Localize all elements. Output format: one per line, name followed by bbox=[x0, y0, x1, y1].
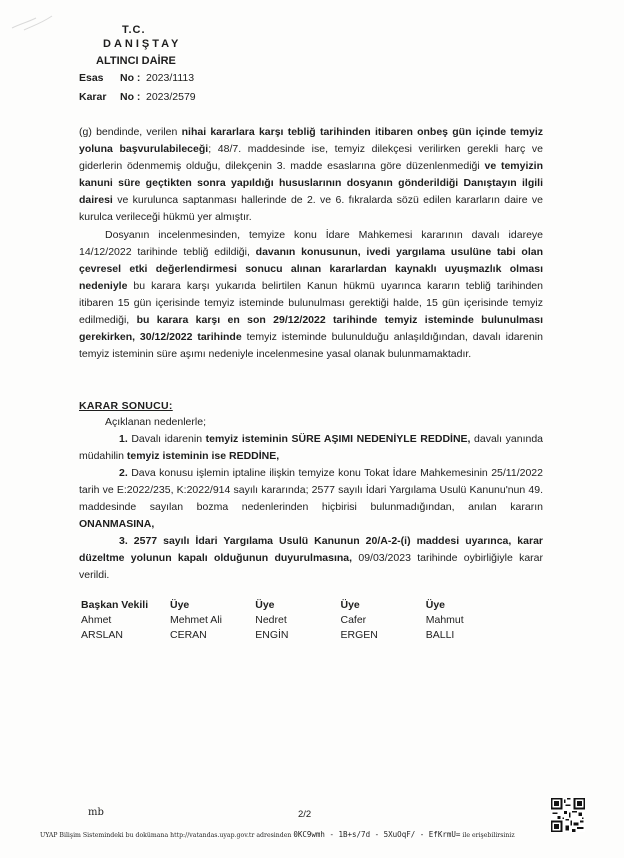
footer-note-suffix: ile erişebilirsiniz bbox=[462, 832, 515, 839]
signatory-first-name: Mahmut bbox=[425, 614, 464, 626]
p1-text-3: ve kurulunca saptanması hallerinde de 2. ve 6. fıkralarda sözü edilen kararların daire ve kurulca verileceği hükmü yer almıştır. bbox=[79, 194, 543, 223]
decision-item-3 bbox=[79, 533, 543, 584]
footer-verification-line bbox=[40, 830, 548, 839]
item2-number: 2. bbox=[119, 467, 128, 479]
scan-artifact-mark bbox=[10, 12, 56, 34]
karar-no-label: No : bbox=[120, 91, 141, 103]
p1-text-1: (g) bendinde, verilen bbox=[79, 126, 182, 138]
karar-number: 2023/2579 bbox=[146, 91, 196, 103]
signatory-first-name: Mehmet Ali bbox=[170, 614, 222, 626]
p1-text-2: ; 48/7. maddesinde ise, temyiz dilekçesi verilirken gerekli harç ve giderlerin ödenmemiş olduğu, dilekçenin 3. madde esaslarına göre düzenlenmediği bbox=[79, 143, 543, 172]
p1-bold-2: ve temyizin kanuni süre geçtikten sonra yapıldığı hususlarının dosyanın gönderildiği Danıştayın ilgili dairesi bbox=[79, 160, 543, 206]
item2-text-1: Dava konusu işlemin iptaline ilişkin temyize konu Tokat İdare Mahkemesinin 25/11/2022 tarih ve E:2022/235, K:2022/914 sayılı kararında; 2577 sayılı İdari Yargılama Usulü Kanunu'nun 49. maddesinde sayılan bozma nedenlerinden hiçbirisi bulunmadığından, anılan kararın bbox=[79, 467, 543, 513]
p1-bold-1: nihai kararlara karşı tebliğ tarihinden itibaren onbeş gün içinde temyiz yoluna başvurulabileceği bbox=[79, 126, 543, 155]
p2-bold-1: davanın konusunun, ivedi yargılama usulüne tabi olan çevresel etki değerlendirmesi sonucu alınan kararlardan kaynaklı uyuşmazlık olması nedeniyle bbox=[79, 246, 543, 292]
signatory-title: Üye bbox=[255, 599, 275, 611]
signatory-last-name: CERAN bbox=[170, 629, 207, 641]
page-number: 2/2 bbox=[298, 809, 312, 820]
decision-intro: Açıklanan nedenlerle; bbox=[105, 416, 206, 428]
signatory-title: Üye bbox=[170, 599, 190, 611]
signatory-title: Başkan Vekili bbox=[81, 599, 149, 611]
p2-text-3: temyiz isteminde bulunulduğu anlaşıldığından, davalı idarenin temyiz isteminin süre aşımı nedeniyle incelenmesine yasal olanak bulunmamaktadır. bbox=[79, 331, 543, 360]
decision-item-2 bbox=[79, 465, 543, 533]
body-paragraph-1 bbox=[79, 124, 543, 226]
esas-no-label: No : bbox=[120, 72, 141, 84]
esas-label: Esas bbox=[79, 72, 104, 84]
signatory-last-name: ERGEN bbox=[340, 629, 378, 641]
header-esas-row bbox=[79, 72, 194, 85]
item1-text-1: Davalı idarenin bbox=[127, 433, 206, 445]
header-country: T.C. bbox=[122, 24, 146, 36]
signature-titles-row bbox=[81, 598, 511, 613]
signature-first-names-row bbox=[81, 613, 511, 628]
p2-text-1: Dosyanın incelenmesinden, temyize konu İdare Mahkemesi kararının davalı idareye 14/12/2022 tarihinde tebliğ edildiği, bbox=[79, 229, 543, 258]
item3-bold-1: 3. 2577 sayılı İdari Yargılama Usulü Kanunun 20/A-2-(i) maddesi uyarınca, karar düzeltme yolunun kapalı olduğunun duyurulmasına, bbox=[79, 535, 543, 564]
signatory-last-name: BALLI bbox=[425, 629, 455, 641]
signature-last-names-row bbox=[81, 628, 511, 643]
p2-bold-2: bu karara karşı en son 29/12/2022 tarihinde temyiz isteminde bulunulması gerekirken, 30/12/2022 tarihinde bbox=[79, 314, 543, 343]
item1-text-2: davalı yanında müdahilin bbox=[79, 433, 543, 462]
item1-bold-2: temyiz isteminin ise REDDİNE, bbox=[126, 450, 280, 462]
karar-label: Karar bbox=[79, 91, 107, 103]
signatory-last-name: ENGİN bbox=[255, 629, 289, 641]
verification-code: 0KC9wmh - 1B+s/7d - 5XuOqF/ - EfKrmU= bbox=[293, 830, 461, 839]
header-karar-row bbox=[79, 91, 196, 104]
signatory-first-name: Cafer bbox=[340, 614, 367, 626]
signatory-title: Üye bbox=[340, 599, 360, 611]
header-court: DANIŞTAY bbox=[103, 38, 182, 50]
signature-block bbox=[81, 598, 511, 643]
header-chamber: ALTINCI DAİRE bbox=[96, 55, 176, 67]
decision-title: KARAR SONUCU: bbox=[79, 400, 173, 412]
esas-number: 2023/1113 bbox=[146, 72, 195, 84]
decision-item-1 bbox=[79, 431, 543, 465]
signatory-last-name: ARSLAN bbox=[81, 629, 124, 641]
footer-initials: mb bbox=[88, 807, 104, 818]
qr-code-icon bbox=[551, 798, 585, 832]
item2-bold-1: ONANMASINA, bbox=[79, 518, 155, 530]
signatory-first-name: Ahmet bbox=[81, 614, 112, 626]
p2-text-2: bu karara karşı yukarıda belirtilen Kanun hükmü uyarınca kararın tebliğ tarihinden itibaren 15 gün içerisinde temyiz isteminde bulunulması gerektiği halde, 15 gün içerisinde temyiz edilmediği, bbox=[79, 280, 543, 326]
item3-text-1: 09/03/2023 tarihinde oybirliğiyle karar verildi. bbox=[79, 552, 543, 581]
signatory-first-name: Nedret bbox=[255, 614, 287, 626]
signatory-title: Üye bbox=[425, 599, 446, 611]
footer-note-prefix: UYAP Bilişim Sistemindeki bu dokümana http://vatandas.uyap.gov.tr adresinden bbox=[40, 832, 292, 839]
body-paragraph-2 bbox=[79, 227, 543, 363]
item1-bold-1: temyiz isteminin SÜRE AŞIMI NEDENİYLE REDDİNE, bbox=[205, 433, 471, 445]
item1-number: 1. bbox=[119, 433, 128, 445]
